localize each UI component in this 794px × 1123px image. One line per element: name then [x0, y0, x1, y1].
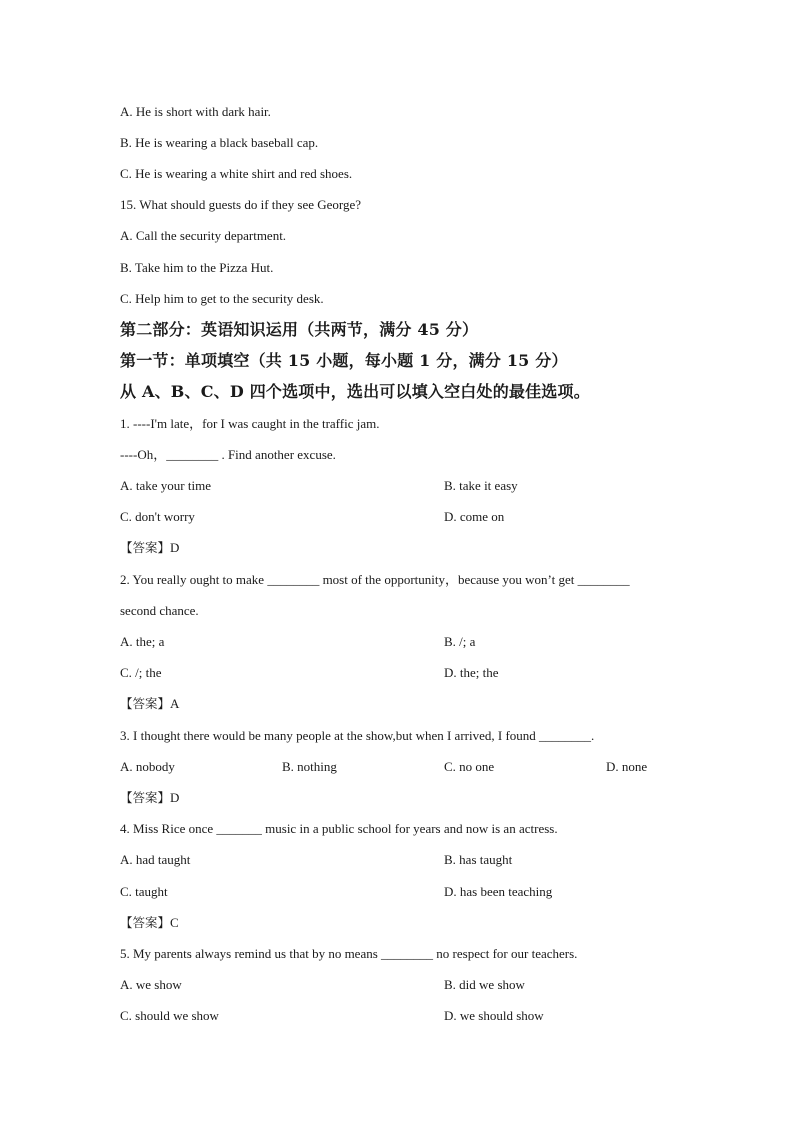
q3-option-c: C. no one	[444, 759, 495, 774]
q3-answer	[120, 790, 179, 806]
q15-stem: 15. What should guests do if they see George?	[120, 197, 362, 212]
q1-stem: 1. ----I'm late，for I was caught in the traffic jam.	[120, 416, 380, 431]
q1-option-b: B. take it easy	[444, 478, 518, 493]
q4-option-d: D. has been teaching	[444, 884, 553, 899]
section1-heading: 第一节：单项填空（共 15 小题，每小题 1 分，满分 15 分）	[120, 351, 568, 370]
q2-option-a: A. the; a	[120, 634, 165, 649]
q2-stem-line2: second chance.	[120, 603, 199, 618]
q15-option-c: C. Help him to get to the security desk.	[120, 291, 324, 306]
q1-option-a: A. take your time	[120, 478, 211, 493]
q2-option-b: B. /; a	[444, 634, 476, 649]
q2-stem: 2. You really ought to make ________ most of the opportunity，because you won’t get ________	[120, 572, 630, 587]
q4-option-c: C. taught	[120, 884, 168, 899]
prev-option-a: A. He is short with dark hair.	[120, 104, 271, 119]
q1-stem-line2: ----Oh，________ . Find another excuse.	[120, 447, 336, 462]
q2-answer	[120, 696, 179, 712]
q4-option-b: B. has taught	[444, 852, 513, 867]
answer-value: A	[170, 696, 180, 711]
answer-label: 【答案】	[120, 915, 171, 930]
answer-value: D	[170, 540, 180, 555]
q3-option-d: D. none	[606, 759, 648, 774]
q5-option-d: D. we should show	[444, 1008, 544, 1023]
prev-option-b: B. He is wearing a black baseball cap.	[120, 135, 319, 150]
q5-option-c: C. should we show	[120, 1008, 219, 1023]
q15-option-b: B. Take him to the Pizza Hut.	[120, 260, 274, 275]
answer-value: D	[170, 790, 180, 805]
answer-value: C	[170, 915, 179, 930]
q2-option-c: C. /; the	[120, 665, 162, 680]
q2-option-d: D. the; the	[444, 665, 499, 680]
q4-answer	[120, 915, 179, 931]
q1-option-c: C. don't worry	[120, 509, 195, 524]
q1-answer	[120, 540, 179, 556]
q3-option-b: B. nothing	[282, 759, 337, 774]
q5-stem: 5. My parents always remind us that by no means ________ no respect for our teachers.	[120, 946, 578, 961]
prev-option-c: C. He is wearing a white shirt and red shoes.	[120, 166, 353, 181]
q3-option-a: A. nobody	[120, 759, 175, 774]
q15-option-a: A. Call the security department.	[120, 228, 287, 243]
answer-label: 【答案】	[120, 696, 171, 711]
q5-option-a: A. we show	[120, 977, 182, 992]
q5-option-b: B. did we show	[444, 977, 525, 992]
q1-option-d: D. come on	[444, 509, 505, 524]
answer-label: 【答案】	[120, 790, 171, 805]
q3-stem: 3. I thought there would be many people at the show,but when I arrived, I found ________.	[120, 728, 595, 743]
q4-stem: 4. Miss Rice once _______ music in a public school for years and now is an actress.	[120, 821, 558, 836]
instruction-heading: 从 A、B、C、D 四个选项中，选出可以填入空白处的最佳选项。	[120, 382, 590, 401]
answer-label: 【答案】	[120, 540, 171, 555]
q4-option-a: A. had taught	[120, 852, 191, 867]
part2-heading: 第二部分：英语知识运用（共两节，满分 45 分）	[120, 320, 479, 339]
